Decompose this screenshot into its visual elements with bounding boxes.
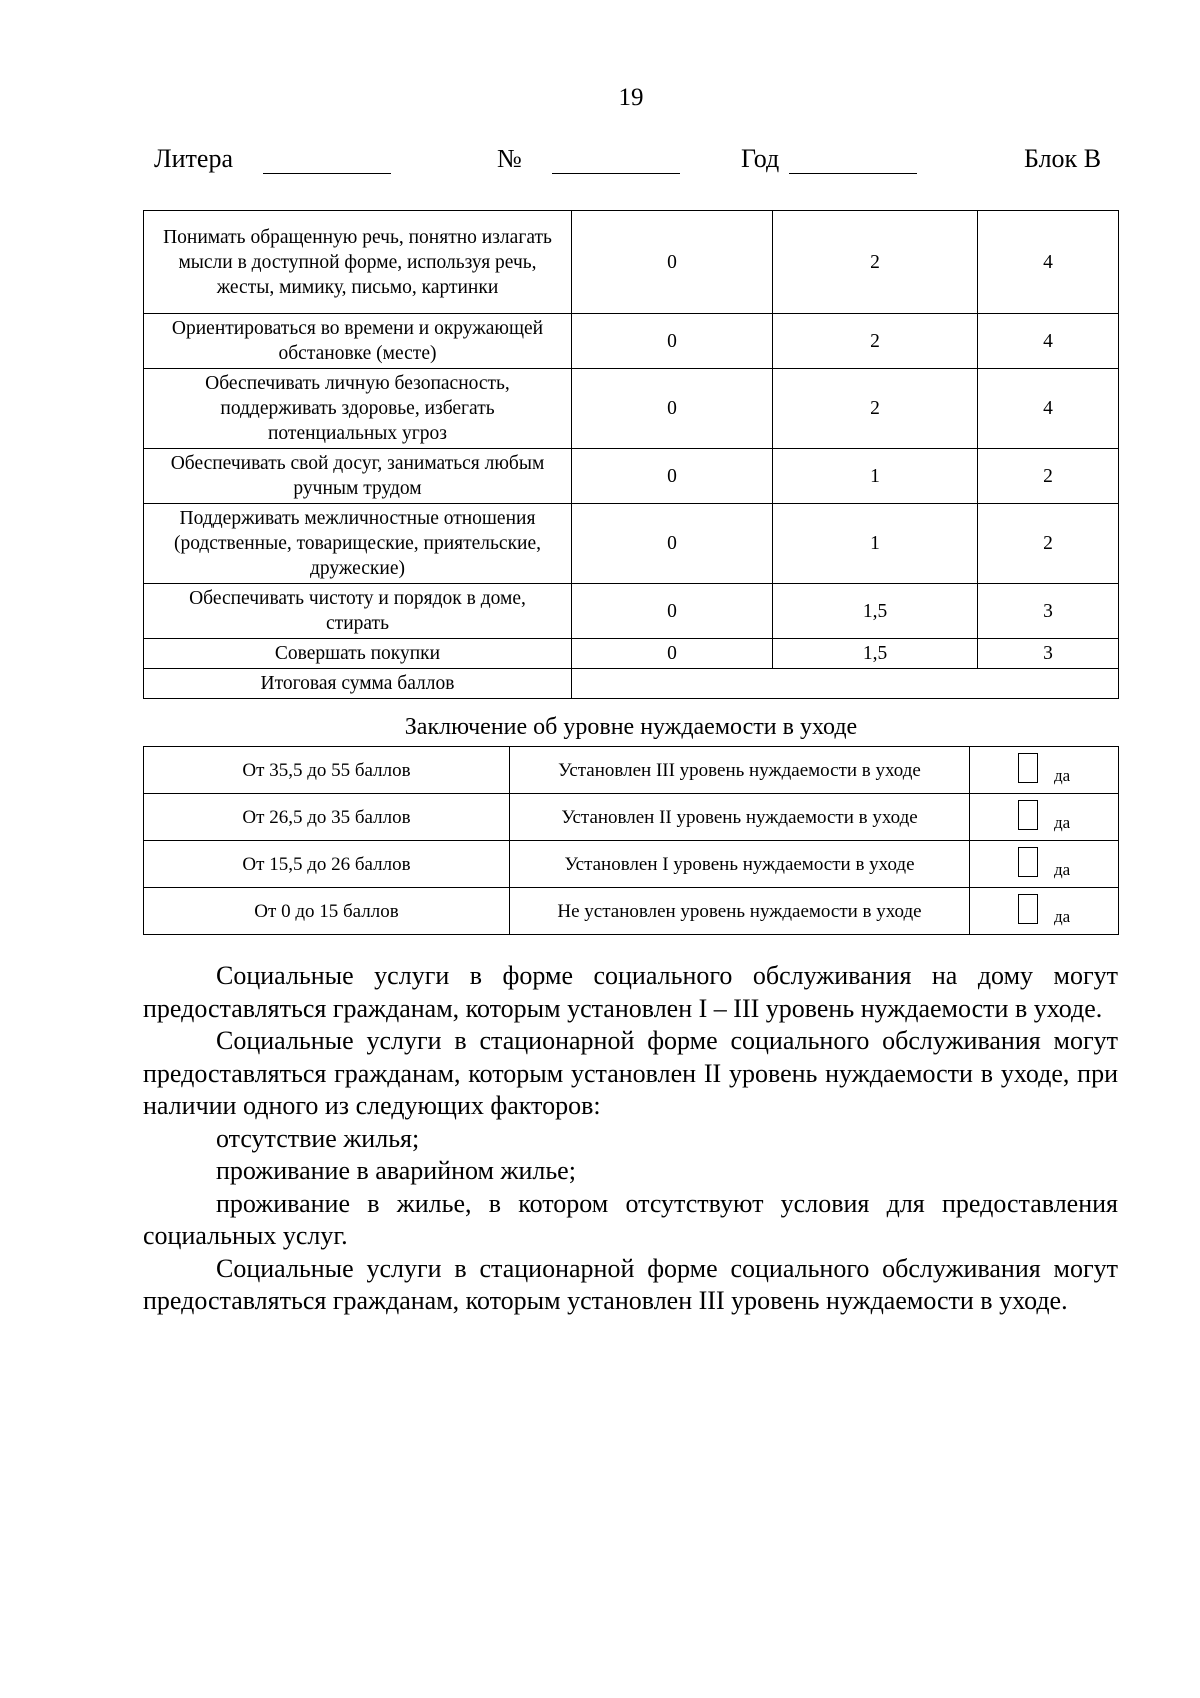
range-cell: От 15,5 до 26 баллов [144, 841, 510, 888]
block-label: Блок В [1024, 144, 1102, 173]
score-cell: 0 [572, 211, 773, 314]
score-cell: 4 [978, 314, 1119, 369]
checkbox-cell [970, 841, 1119, 888]
table-row [144, 369, 1119, 449]
level-cell: Установлен I уровень нуждаемости в уходе [510, 841, 970, 888]
range-cell: От 35,5 до 55 баллов [144, 747, 510, 794]
activity-cell: Обеспечивать личную безопасность, поддерживать здоровье, избегать потенциальных угроз [144, 369, 572, 449]
table-row [144, 747, 1119, 794]
year-blank[interactable] [789, 145, 917, 174]
yes-label: да [1054, 907, 1071, 926]
activity-cell: Поддерживать межличностные отношения (родственные, товарищеские, приятельские, дружеские) [144, 504, 572, 584]
table-row [144, 841, 1119, 888]
table-row [144, 639, 1119, 669]
level-checkbox[interactable] [1018, 847, 1038, 877]
list-item: отсутствие жилья; [216, 1123, 420, 1153]
table-row [144, 314, 1119, 369]
score-cell: 0 [572, 584, 773, 639]
score-cell: 2 [773, 314, 978, 369]
level-checkbox[interactable] [1018, 894, 1038, 924]
table-row [144, 888, 1119, 935]
level-cell: Установлен III уровень нуждаемости в уходе [510, 747, 970, 794]
range-cell: От 0 до 15 баллов [144, 888, 510, 935]
score-cell: 0 [572, 504, 773, 584]
paragraph: Социальные услуги в форме социального обслуживания на дому могут предоставляться гражданам, которым установлен I – III уровень нуждаемости в уходе. [143, 961, 1118, 1023]
litera-field [154, 144, 391, 174]
score-cell: 4 [978, 369, 1119, 449]
list-item: проживание в аварийном жилье; [216, 1156, 576, 1185]
score-cell: 0 [572, 369, 773, 449]
score-cell: 2 [773, 211, 978, 314]
total-row [144, 669, 1119, 699]
table-row [144, 449, 1119, 504]
checkbox-cell [970, 888, 1119, 935]
level-checkbox[interactable] [1018, 800, 1038, 830]
score-cell: 2 [773, 369, 978, 449]
range-cell: От 26,5 до 35 баллов [144, 794, 510, 841]
list-item: проживание в жилье, в котором отсутствуют условия для предоставления социальных услуг. [143, 1188, 1118, 1250]
yes-label: да [1054, 860, 1071, 879]
number-label: № [497, 144, 522, 173]
score-cell: 0 [572, 314, 773, 369]
level-checkbox[interactable] [1018, 753, 1038, 783]
score-cell: 2 [978, 504, 1119, 584]
score-cell: 0 [572, 449, 773, 504]
paragraph: Социальные услуги в стационарной форме социального обслуживания могут предоставляться гражданам, которым установлен II уровень нуждаемости в уходе, при наличии одного из следующих факторов: [143, 1026, 1118, 1120]
year-label: Год [741, 144, 780, 173]
conclusion-table [143, 746, 1119, 935]
conclusion-title: Заключение об уровне нуждаемости в уходе [404, 714, 858, 740]
score-cell: 3 [978, 584, 1119, 639]
checkbox-cell [970, 747, 1119, 794]
litera-label: Литера [154, 144, 233, 173]
table-row [144, 794, 1119, 841]
score-cell: 1,5 [773, 584, 978, 639]
score-cell: 1 [773, 504, 978, 584]
score-cell: 3 [978, 639, 1119, 669]
number-blank[interactable] [552, 145, 680, 174]
table-row [144, 584, 1119, 639]
checkbox-cell [970, 794, 1119, 841]
table-row [144, 504, 1119, 584]
paragraph: Социальные услуги в стационарной форме социального обслуживания могут предоставляться гражданам, которым установлен III уровень нуждаемости в уходе. [143, 1253, 1118, 1315]
activity-cell: Ориентироваться во времени и окружающей обстановке (месте) [144, 314, 572, 369]
level-cell: Не установлен уровень нуждаемости в уходе [510, 888, 970, 935]
body-text [143, 960, 1118, 1318]
number-field [497, 144, 680, 174]
score-cell: 1 [773, 449, 978, 504]
page-number: 19 [618, 84, 644, 111]
score-cell: 2 [978, 449, 1119, 504]
total-label: Итоговая сумма баллов [144, 669, 572, 699]
activity-cell: Обеспечивать свой досуг, заниматься любым ручным трудом [144, 449, 572, 504]
yes-label: да [1054, 766, 1071, 785]
scores-table [143, 210, 1119, 699]
litera-blank[interactable] [263, 145, 391, 174]
yes-label: да [1054, 813, 1071, 832]
activity-cell: Понимать обращенную речь, понятно излагать мысли в доступной форме, используя речь, жесты, мимику, письмо, картинки [144, 211, 572, 314]
table-row [144, 211, 1119, 314]
total-value-cell[interactable] [572, 669, 1119, 699]
score-cell: 4 [978, 211, 1119, 314]
score-cell: 0 [572, 639, 773, 669]
activity-cell: Обеспечивать чистоту и порядок в доме, стирать [144, 584, 572, 639]
score-cell: 1,5 [773, 639, 978, 669]
level-cell: Установлен II уровень нуждаемости в уходе [510, 794, 970, 841]
activity-cell: Совершать покупки [144, 639, 572, 669]
year-field [741, 144, 917, 174]
